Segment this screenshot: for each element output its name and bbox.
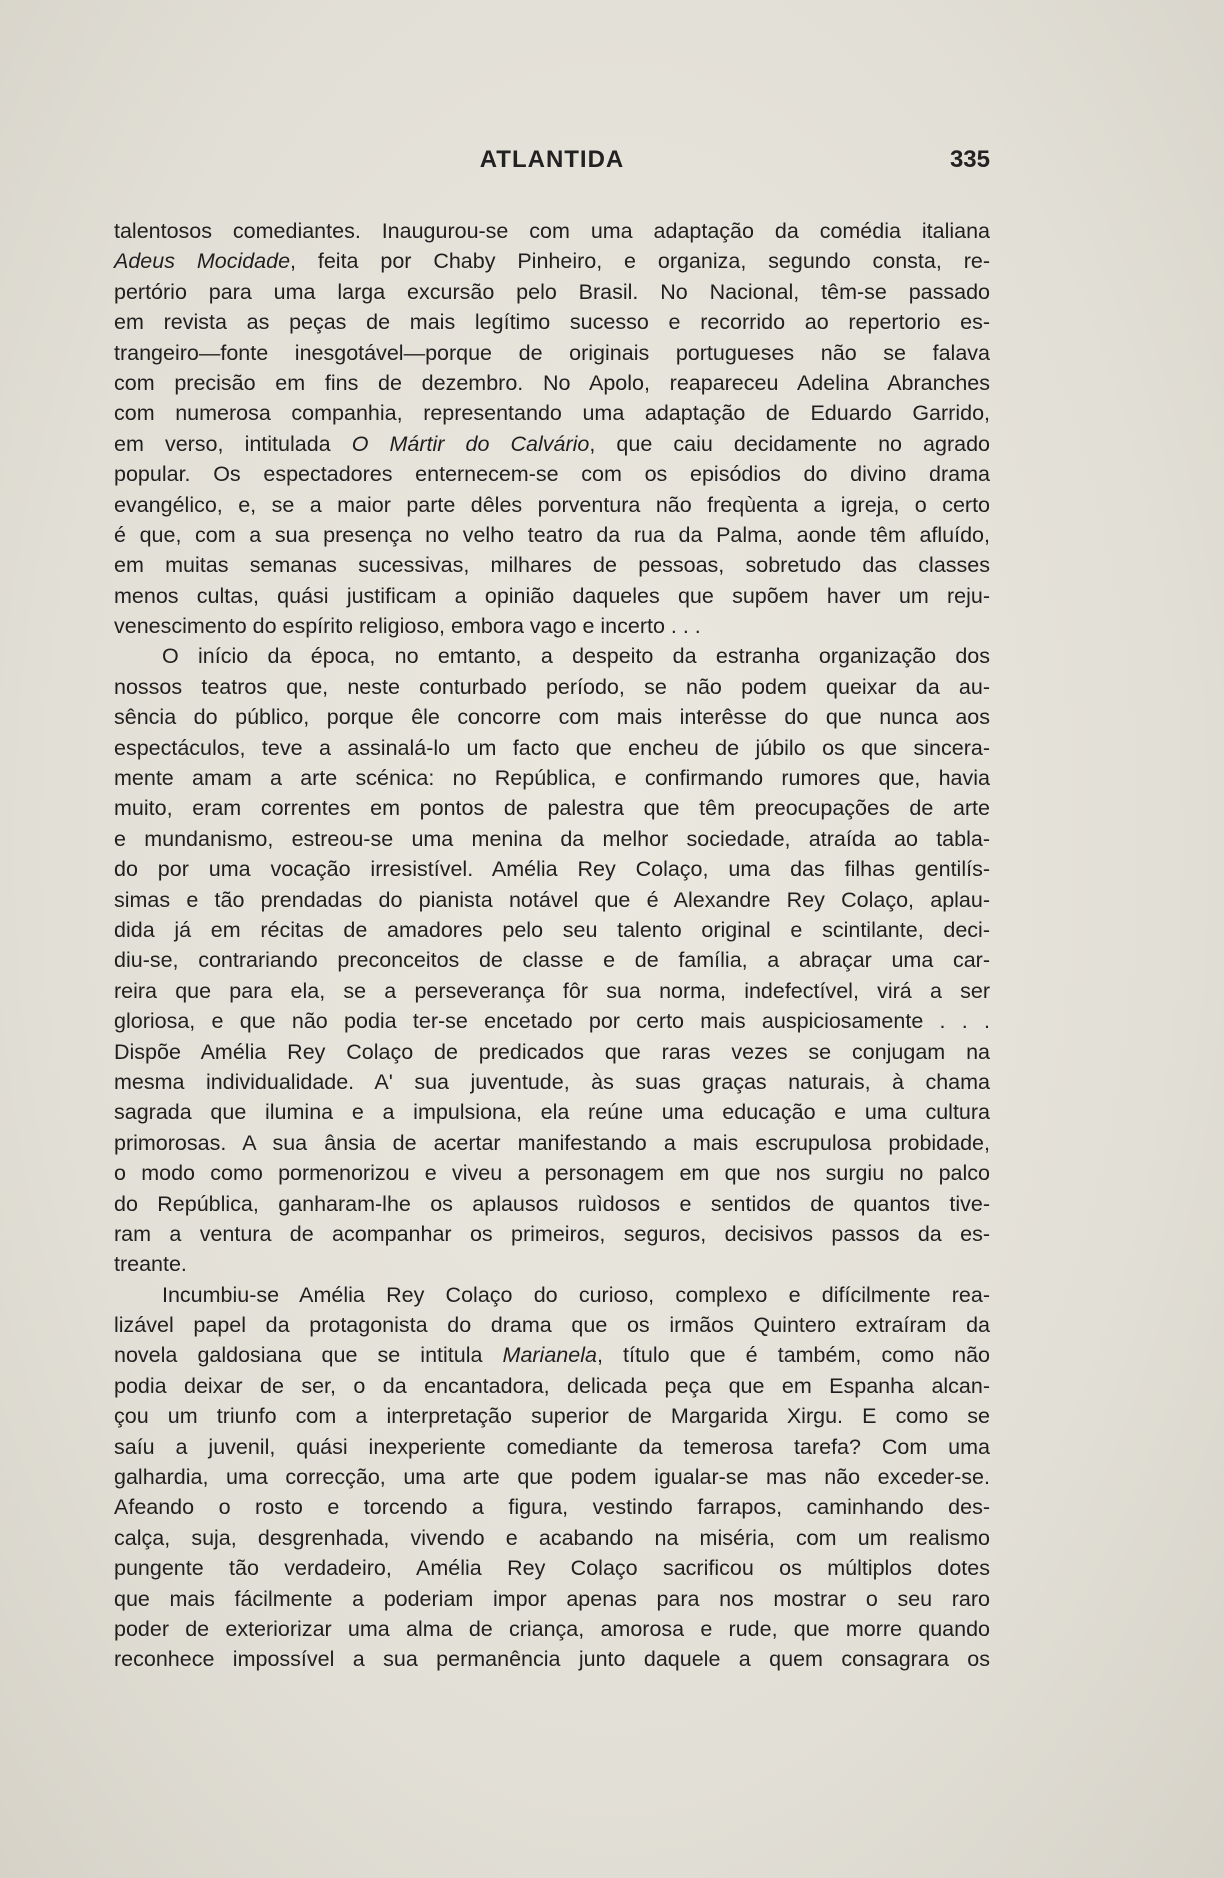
text-line [114,246,990,276]
text-segment: , que caiu decidamente no agrado [589,431,991,456]
text-line: ram a ventura de acompanhar os primeiros, seguros, decisivos passos da es- [114,1221,990,1246]
text-line: Afeando o rosto e torcendo a figura, vestindo farrapos, caminhando des- [114,1495,990,1520]
text-line: e mundanismo, estreou-se uma menina da melhor sociedade, atraída ao tabla- [114,826,990,851]
text-segment: , título que é também, como não [596,1343,990,1368]
text-line [114,1340,990,1370]
text-line: sagrada que ilumina e a impulsiona, ela reúne uma educação e uma cultura [114,1100,990,1125]
text-line [114,1310,990,1340]
text-line: calça, suja, desgrenhada, vivendo e acabando na miséria, com um realismo [114,1525,990,1550]
text-line: podia deixar de ser, o da encantadora, delicada peça que em Espanha alcan- [114,1373,990,1398]
text-segment: novela galdosiana que se intitula [114,1343,503,1368]
text-segment: , feita por Chaby Pinheiro, e organiza, segundo consta, re- [290,249,990,274]
text-line: o modo como pormenorizou e viveu a personagem em que nos surgiu no palco [114,1161,990,1186]
text-line: pungente tão verdadeiro, Amélia Rey Colaço sacrificou os múltiplos dotes [114,1556,990,1581]
text-line: simas e tão prendadas do pianista notável que é Alexandre Rey Colaço, aplau- [114,887,990,912]
text-line: popular. Os espectadores enternecem-se com os episódios do divino drama [114,462,990,487]
body-text [114,216,990,1675]
text-line: do República, ganharam-lhe os aplausos ruìdosos e sentidos de quantos tive- [114,1191,990,1216]
italic-title: O Mártir do Calvário [351,431,590,456]
text-segment: lizável papel da protagonista do drama que os irmãos Quintero extraíram da [114,1313,990,1338]
text-line: reira que para ela, se a perseverança fôr sua norma, indefectível, virá a ser [114,978,990,1003]
page-number: 335 [949,146,990,173]
text-segment: em verso, intitulada [114,431,352,456]
italic-title: Adeus Mocidade [114,249,291,274]
text-line: treante. [114,1252,187,1277]
text-line: Dispõe Amélia Rey Colaço de predicados que raras vezes se conjugam na [114,1039,990,1064]
text-line [114,429,990,459]
text-line: espectáculos, teve a assinalá-lo um facto que encheu de júbilo os que sincera- [114,735,990,760]
text-line: primorosas. A sua ânsia de acertar manifestando a mais escrupulosa probidade, [114,1130,990,1155]
text-line: pertório para uma larga excursão pelo Brasil. No Nacional, têm-se passado [114,279,990,304]
text-line: trangeiro—fonte inesgotável—porque de originais portugueses não se falava [114,340,990,365]
text-line: nossos teatros que, neste conturbado período, se não podem queixar da au- [114,674,990,699]
running-title: ATLANTIDA [479,146,625,173]
text-line: mesma individualidade. A' sua juventude, às suas graças naturais, à chama [114,1069,990,1094]
text-line: sência do público, porque êle concorre com mais interêsse do que nunca aos [114,705,990,730]
text-line: com precisão em fins de dezembro. No Apolo, reapareceu Adelina Abranches [114,370,990,395]
text-line: galhardia, uma correcção, uma arte que podem igualar-se mas não exceder-se. [114,1465,990,1490]
text-line: com numerosa companhia, representando uma adaptação de Eduardo Garrido, [114,401,990,426]
text-line: reconhece impossível a sua permanência junto daquele a quem consagrara os [114,1647,990,1672]
text-line: gloriosa, e que não podia ter-se encetado por certo mais auspiciosamente . . . [114,1009,990,1034]
text-line: Incumbiu-se Amélia Rey Colaço do curioso, complexo e difícilmente rea- [162,1282,990,1307]
italic-title: Marianela [502,1343,597,1368]
text-line: muito, eram correntes em pontos de palestra que têm preocupações de arte [114,796,990,821]
text-line: saíu a juvenil, quási inexperiente comediante da temerosa tarefa? Com uma [114,1434,990,1459]
text-line: çou um triunfo com a interpretação superior de Margarida Xirgu. E como se [114,1404,990,1429]
page-header [114,146,990,180]
text-line: poder de exteriorizar uma alma de criança, amorosa e rude, que morre quando [114,1616,990,1641]
text-line: mente amam a arte scénica: no República, e confirmando rumores que, havia [114,766,990,791]
text-line: dida já em récitas de amadores pelo seu talento original e scintilante, deci- [114,917,990,942]
text-line: que mais fácilmente a poderiam impor apenas para nos mostrar o seu raro [114,1586,990,1611]
text-line: do por uma vocação irresistível. Amélia Rey Colaço, uma das filhas gentilís- [114,857,990,882]
text-line: diu-se, contrariando preconceitos de classe e de família, a abraçar uma car- [114,948,990,973]
text-line: venescimento do espírito religioso, embora vago e incerto . . . [114,614,701,639]
text-line: em revista as peças de mais legítimo sucesso e recorrido ao repertorio es- [114,310,990,335]
text-line: é que, com a sua presença no velho teatro da rua da Palma, aonde têm afluído, [114,522,990,547]
text-line: O início da época, no emtanto, a despeito da estranha organização dos [162,644,990,669]
text-line: talentosos comediantes. Inaugurou-se com uma adaptação da comédia italiana [114,219,990,243]
text-line: menos cultas, quási justificam a opinião daqueles que supõem haver um reju- [114,583,990,608]
text-line: evangélico, e, se a maior parte dêles porventura não freqùenta a igreja, o certo [114,492,990,517]
text-line: em muitas semanas sucessivas, milhares de pessoas, sobretudo das classes [114,553,990,578]
